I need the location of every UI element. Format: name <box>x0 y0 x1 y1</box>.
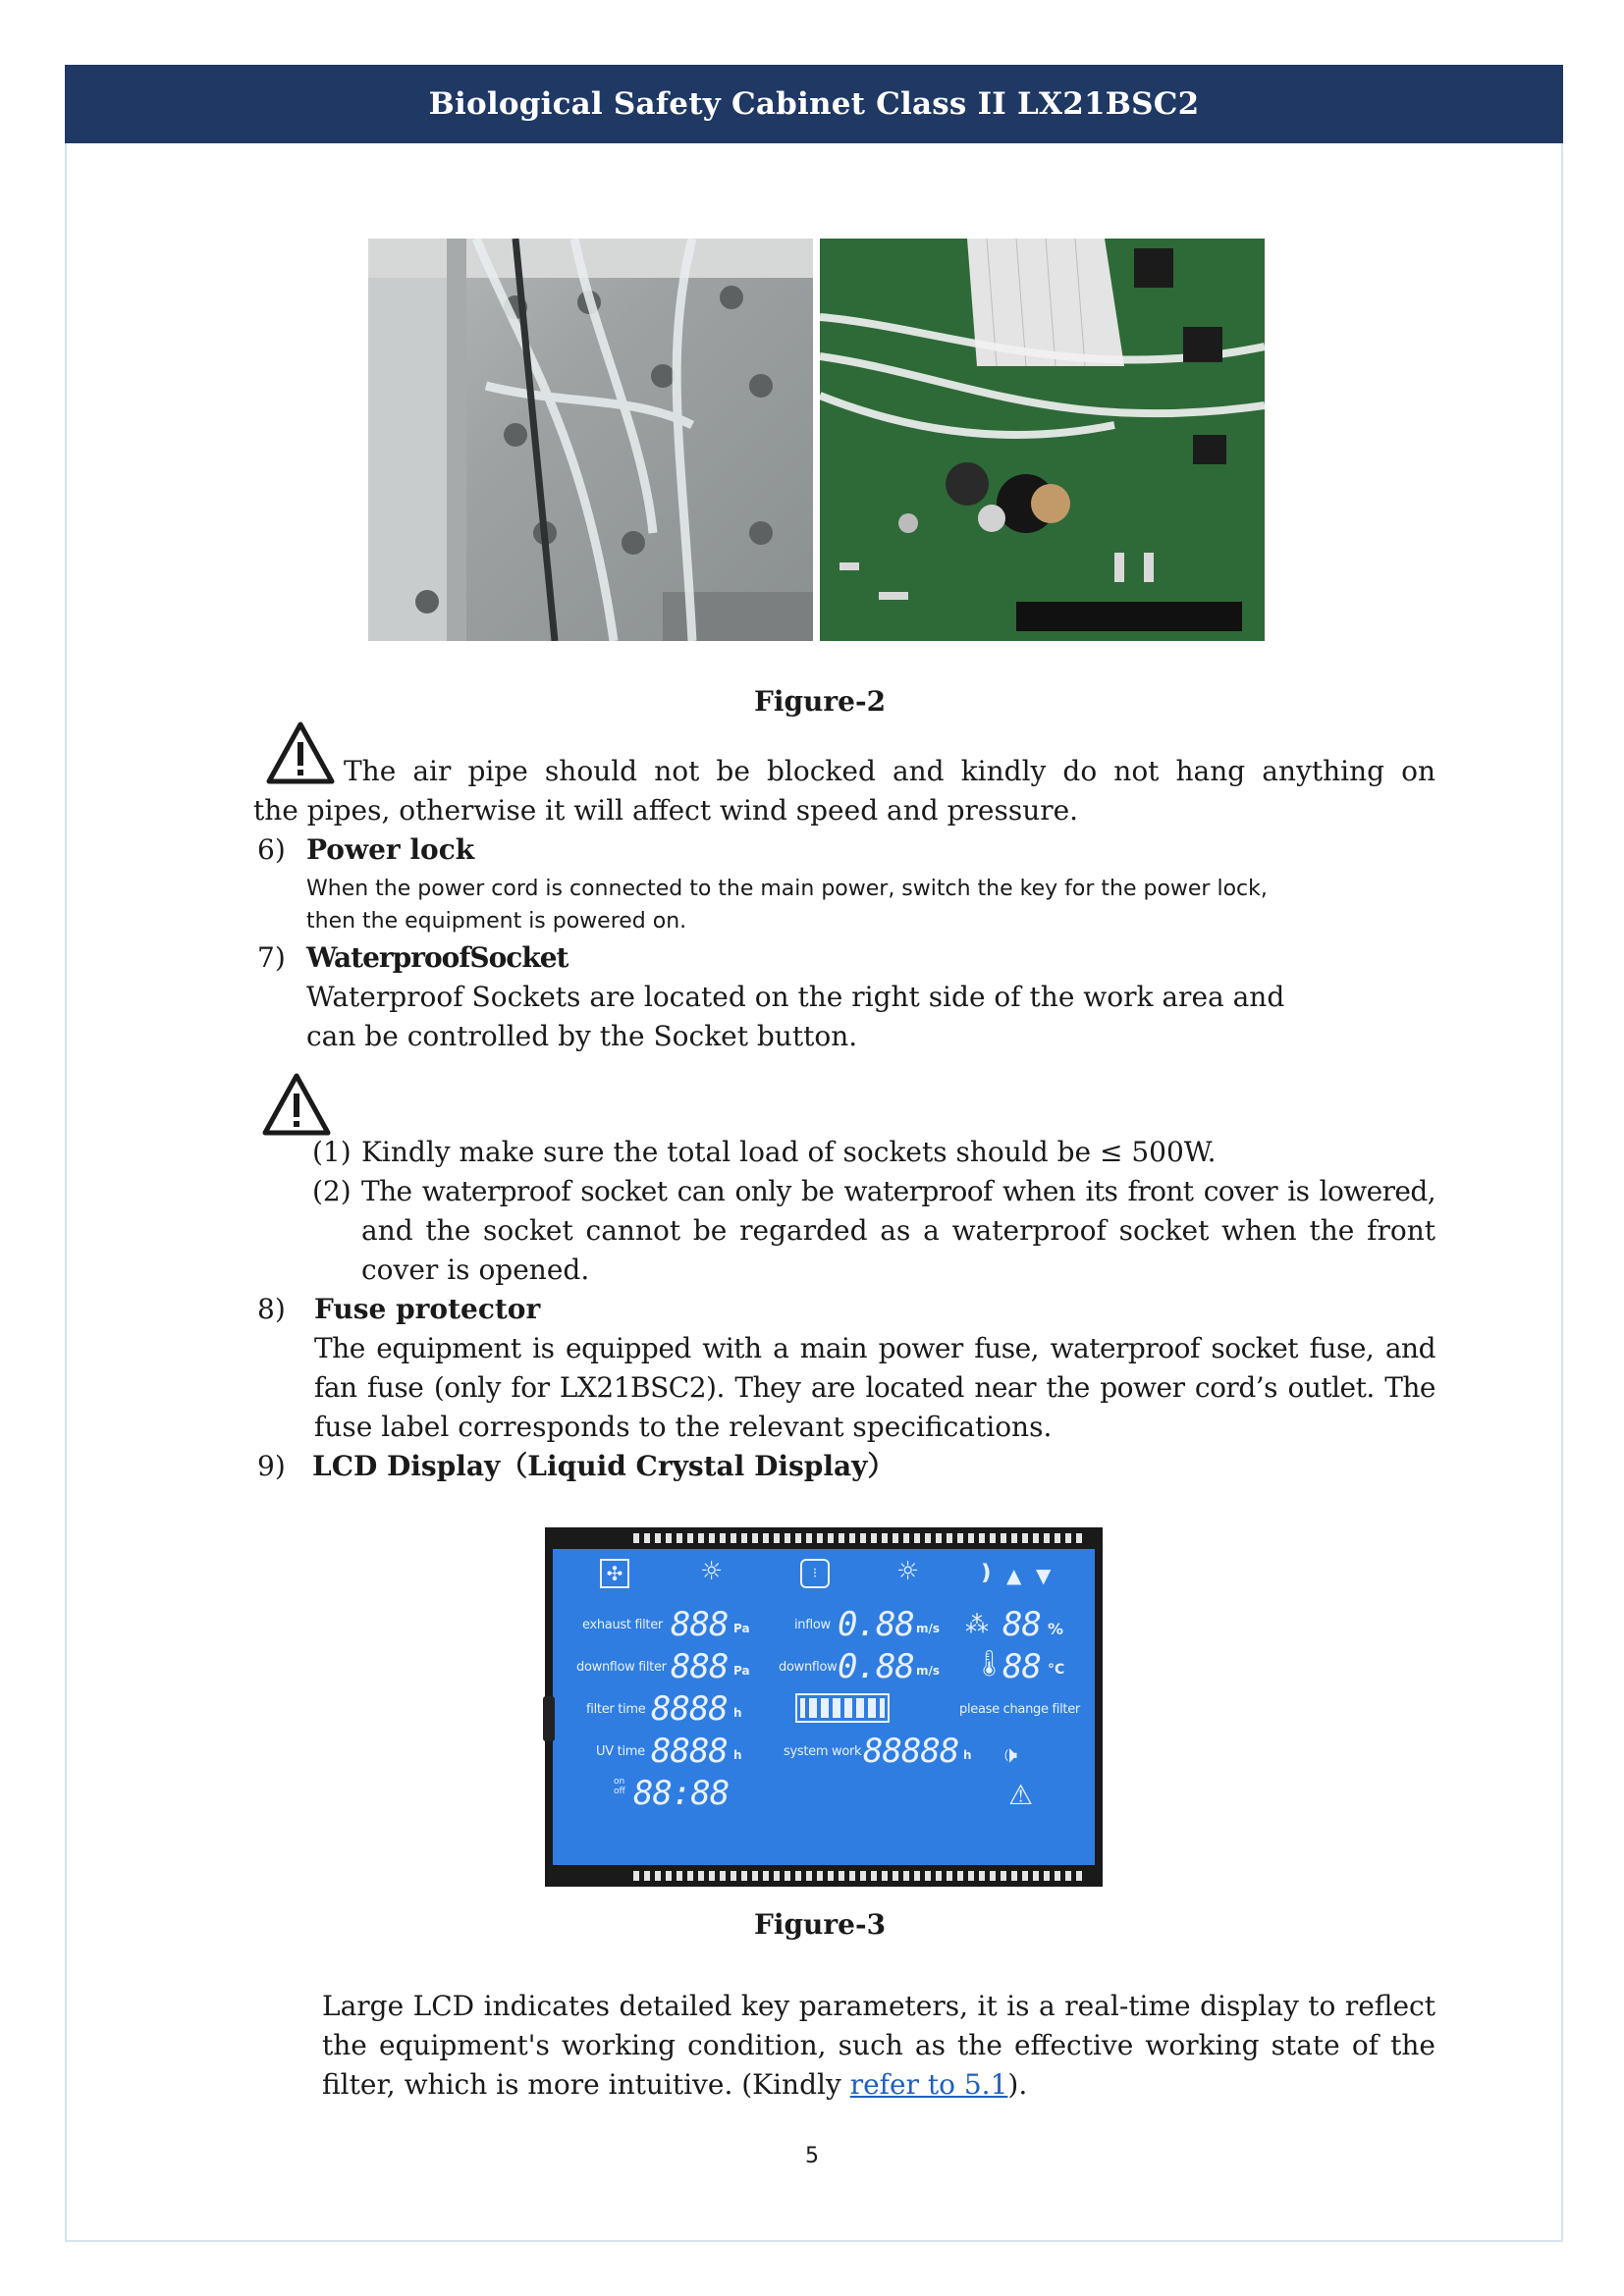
air-pipe-photo <box>368 239 813 641</box>
speaker-icon: 🕩 <box>1002 1740 1018 1768</box>
please-change-filter-label: please change filter <box>959 1702 1080 1717</box>
item-6-number: 6) <box>257 833 286 866</box>
warning-icon <box>261 1072 332 1137</box>
fan-icon: ✣ <box>600 1559 629 1588</box>
warning-icon <box>265 721 336 785</box>
lcd-tab <box>543 1696 555 1741</box>
closing-line-3-text: filter, which is more intuitive. (Kindly <box>322 2068 850 2101</box>
light-icon: ☼ <box>700 1557 724 1586</box>
filter-time-value: 8888 <box>651 1689 728 1729</box>
warning-icon: ⚠ <box>1008 1779 1034 1811</box>
exhaust-filter-label: exhaust filter <box>582 1618 663 1632</box>
item-7-number: 7) <box>257 941 286 974</box>
system-work-value: 88888 <box>863 1732 959 1771</box>
inflow-label: inflow <box>794 1618 831 1632</box>
figure-2-caption: Figure-2 <box>753 685 887 718</box>
lcd-pins-bottom <box>633 1871 1085 1881</box>
item-8-line-1: The equipment is equipped with a main power fuse, waterproof socket fuse, and <box>314 1332 1435 1364</box>
page-number: 5 <box>805 2144 819 2168</box>
item-6-title: Power lock <box>306 833 475 866</box>
inflow-unit: m/s <box>916 1622 941 1635</box>
downflow-label: downflow <box>779 1660 838 1675</box>
filter-level-bargraph <box>795 1693 890 1723</box>
socket-icon: ⁝ <box>800 1559 830 1588</box>
warning-text-line-2: the pipes, otherwise it will affect wind speed and pressure. <box>253 794 1079 827</box>
inflow-value: 0.88 <box>838 1605 914 1644</box>
exhaust-filter-value: 888 <box>671 1605 729 1644</box>
temperature-value: 88 <box>1002 1647 1041 1686</box>
figure-3-caption: Figure-3 <box>753 1908 887 1941</box>
item-6-line-1: When the power cord is connected to the main power, switch the key for the power lock, <box>306 877 1268 901</box>
temperature-unit: °C <box>1048 1662 1065 1678</box>
item-9-title: LCD Display（Liquid Crystal Display） <box>312 1450 895 1482</box>
warning-2-item-1-number: (1) <box>312 1136 352 1168</box>
uv-time-label: UV time <box>596 1744 645 1759</box>
warning-2-item-2-line-3: cover is opened. <box>361 1254 590 1286</box>
item-7-line-2: can be controlled by the Socket button. <box>306 1020 858 1052</box>
item-8-number: 8) <box>257 1293 286 1325</box>
warning-2-item-2-line-2: and the socket cannot be regarded as a waterproof socket when the front <box>361 1214 1435 1247</box>
warning-2-item-2-number: (2) <box>312 1175 352 1207</box>
air-pipe-photo-drawing <box>368 239 813 641</box>
system-work-unit: h <box>963 1748 972 1762</box>
humidity-unit: % <box>1048 1620 1064 1638</box>
timer-off-label: off <box>614 1787 625 1796</box>
closing-line-1: Large LCD indicates detailed key parameters, it is a real-time display to reflect <box>322 1990 1435 2022</box>
lcd-display-figure <box>545 1527 1103 1887</box>
arrow-up-icon: ▲ <box>1006 1564 1022 1587</box>
timer-on-label: on <box>614 1777 625 1787</box>
warning-2-item-1-text: Kindly make sure the total load of sockets should be ≤ 500W. <box>361 1136 1217 1168</box>
lcd-screen <box>553 1549 1095 1865</box>
arrow-down-icon: ▼ <box>1036 1564 1052 1587</box>
header-title: Biological Safety Cabinet Class II LX21BSC2 <box>428 86 1200 122</box>
exhaust-filter-unit: Pa <box>733 1622 750 1635</box>
clock-value: 88:88 <box>633 1774 730 1813</box>
filter-time-label: filter time <box>586 1702 646 1717</box>
circuit-board-photo <box>820 239 1265 641</box>
downflow-value: 0.88 <box>838 1647 914 1686</box>
document-header <box>65 65 1563 143</box>
item-8-line-3: fuse label corresponds to the relevant specifications. <box>314 1411 1053 1443</box>
humidity-value: 88 <box>1002 1605 1041 1644</box>
thermometer-icon: 🌡 <box>973 1649 1006 1679</box>
uv-time-unit: h <box>733 1748 742 1762</box>
item-6-line-2: then the equipment is powered on. <box>306 909 687 934</box>
item-7-line-1: Waterproof Sockets are located on the right side of the work area and <box>306 981 1285 1013</box>
refer-to-5-1-link[interactable]: refer to 5.1 <box>849 2068 1008 2101</box>
item-8-line-2: fan fuse (only for LX21BSC2). They are located near the power cord’s outlet. The <box>314 1371 1435 1404</box>
system-work-label: system work <box>784 1744 862 1759</box>
downflow-filter-label: downflow filter <box>576 1660 667 1675</box>
lcd-pins-top <box>633 1533 1085 1543</box>
item-7-title: WaterproofSocket <box>306 941 568 974</box>
warning-2-item-2-line-1: The waterproof socket can only be waterproof when its front cover is lowered, <box>361 1175 1435 1207</box>
warning-text-line-1: The air pipe should not be blocked and kindly do not hang anything on <box>344 755 1435 787</box>
filter-time-unit: h <box>733 1706 742 1720</box>
uv-time-value: 8888 <box>651 1732 728 1771</box>
hand-icon: ❫ <box>977 1561 996 1585</box>
closing-line-3-end: ). <box>1007 2068 1028 2101</box>
item-8-title: Fuse protector <box>314 1293 541 1325</box>
droplets-icon: ⁂ <box>965 1611 989 1638</box>
item-9-number: 9) <box>257 1450 286 1482</box>
circuit-board-photo-drawing <box>820 239 1265 641</box>
closing-line-2: the equipment's working condition, such as the effective working state of the <box>322 2029 1435 2061</box>
downflow-filter-value: 888 <box>671 1647 729 1686</box>
downflow-unit: m/s <box>916 1664 941 1678</box>
uv-light-icon: ☼ <box>896 1557 920 1586</box>
downflow-filter-unit: Pa <box>733 1664 750 1678</box>
closing-line-3 <box>322 2065 1027 2105</box>
